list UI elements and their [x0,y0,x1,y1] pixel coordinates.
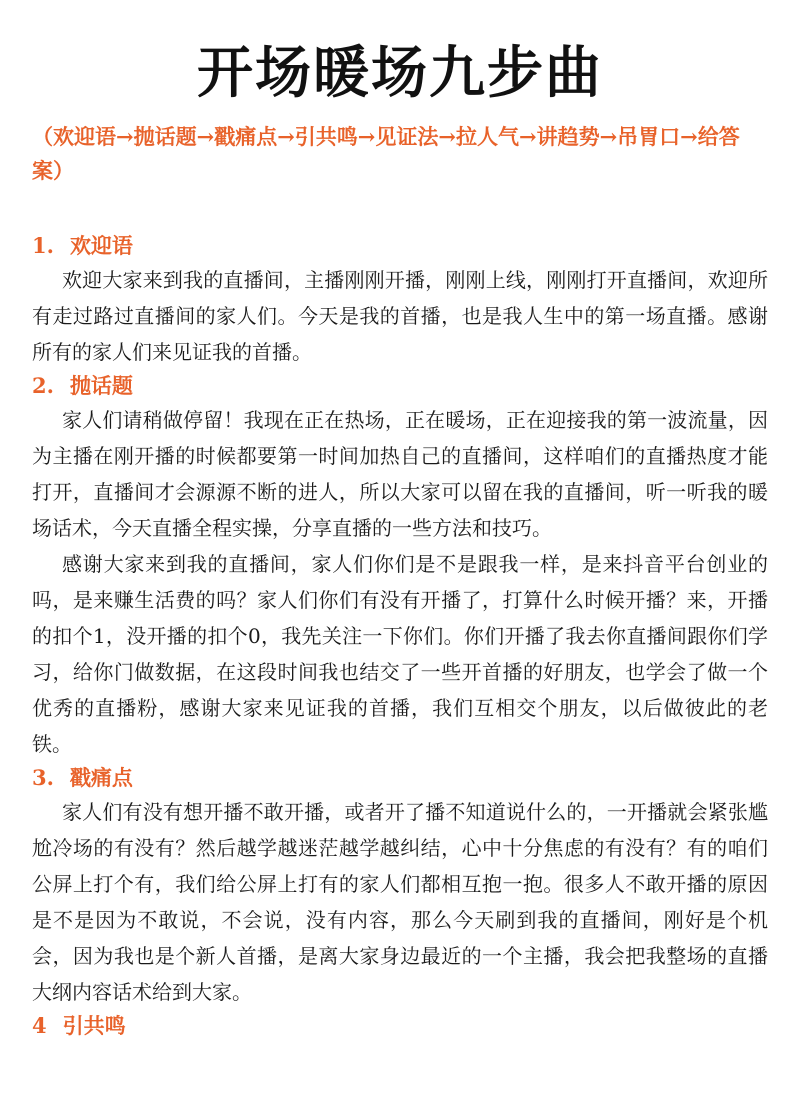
section-heading [32,762,768,794]
section-welcome [32,230,768,370]
section-number: 4 [32,1013,47,1038]
section-heading [32,1010,768,1042]
section-heading-text: 戳痛点 [69,765,133,790]
section-paragraph: 欢迎大家来到我的直播间，主播刚刚开播，刚刚上线，刚刚打开直播间，欢迎所有走过路过直播间的家人们。今天是我的首播，也是我人生中的第一场直播。感谢所有的家人们来见证我的首播。 [32,268,768,364]
section-heading-text: 抛话题 [69,373,133,398]
section-pain-point [32,762,768,1010]
page-title: 开场暖场九步曲 [197,40,603,106]
sections-list [32,230,768,1042]
section-heading [32,230,768,262]
section-topic [32,370,768,762]
steps-subtitle: （欢迎语→抛话题→戳痛点→引共鸣→见证法→拉人气→讲趋势→吊胃口→给答案） [32,124,740,183]
section-number: 2. [32,373,54,398]
section-paragraph: 感谢大家来到我的直播间，家人们你们是不是跟我一样，是来抖音平台创业的吗，是来赚生活费的吗？家人们你们有没有开播了，打算什么时候开播？来，开播的扣个1，没开播的扣个0，我先关注一下你们。你们开播了我去你直播间跟你们学习，给你门做数据，在这段时间我也结交了一些开首播的好朋友，也学会了做一个优秀的直播粉，感谢大家来见证我的首播，我们互相交个朋友，以后做彼此的老铁。 [32,552,768,756]
section-paragraph: 家人们请稍做停留！我现在正在热场，正在暖场，正在迎接我的第一波流量，因为主播在刚开播的时候都要第一时间加热自己的直播间，这样咱们的直播热度才能打开，直播间才会源源不断的进人，所以大家可以留在我的直播间，听一听我的暖场话术，今天直播全程实操，分享直播的一些方法和技巧。 [32,408,768,540]
section-heading-text: 欢迎语 [69,233,133,258]
section-heading-text: 引共鸣 [62,1013,126,1038]
section-resonance [32,1010,768,1042]
section-heading [32,370,768,402]
document-page [0,38,800,1042]
section-paragraph: 家人们有没有想开播不敢开播，或者开了播不知道说什么的，一开播就会紧张尴尬冷场的有没有？然后越学越迷茫越学越纠结，心中十分焦虑的有没有？有的咱们公屏上打个有，我们给公屏上打有的家人们都相互抱一抱。很多人不敢开播的原因是不是因为不敢说，不会说，没有内容，那么今天刷到我的直播间，刚好是个机会，因为我也是个新人首播，是离大家身边最近的一个主播，我会把我整场的直播大纲内容话术给到大家。 [32,800,768,1004]
section-number: 1. [32,233,54,258]
section-number: 3. [32,765,54,790]
